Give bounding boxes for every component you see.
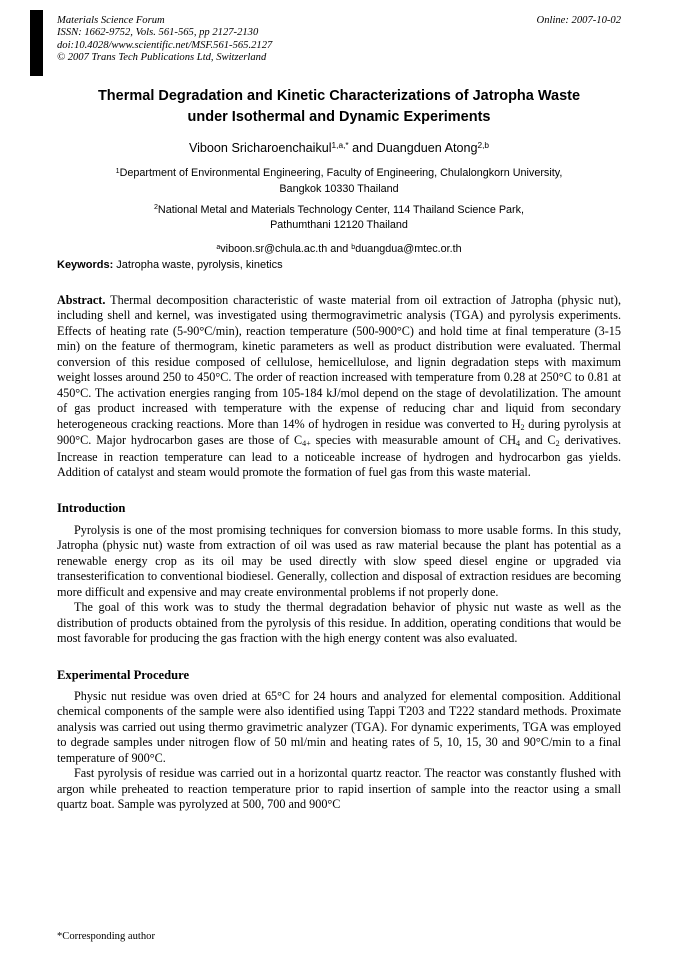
body-paragraph xyxy=(57,600,621,646)
corresponding-author-note: *Corresponding author xyxy=(57,931,155,942)
text-run: Viboon Sricharoenchaikul xyxy=(188,141,332,155)
journal-title: Materials Science Forum xyxy=(57,15,165,26)
text-run: species with measurable amount of CH xyxy=(310,433,517,448)
text-run: Fast pyrolysis of residue was carried out in a horizontal quartz reactor. The reactor was constantly flushed with argon while preheated to reaction temperature prior to rapid insertion of sample into the reactor using a small quartz boat. Sample was pyrolyzed at 500, 700 and 900°C xyxy=(57,766,621,812)
section-heading: Experimental Procedure xyxy=(57,667,190,682)
text-run: National Metal and Materials Technology Center, 114 Thailand Science Park, xyxy=(157,203,525,216)
paper-title xyxy=(40,86,638,128)
front-matter xyxy=(40,86,638,258)
text-run: and Duangduen Atong xyxy=(348,141,478,155)
text-run: Pyrolysis is one of the most promising techniques for conversion biomass to more usable forms. In this study, Jatropha (physic nut) waste from extraction of oil was used as raw material because the plant has potential as a renewable energy crop as its oil may be used directly with slow speed diesel engine or upgraded via transesterification to conventional biodiesel. Generally, collection and disposal of extraction residues are becoming more difficult and expensive and may create environmental problems if not properly done. xyxy=(57,522,621,599)
emails-line xyxy=(40,242,638,258)
affiliation-2-line-2 xyxy=(40,218,638,233)
issn-line: ISSN: 1662-9752, Vols. 561-565, pp 2127-2130 xyxy=(57,27,259,39)
text-run: Pathumthani 12120 Thailand xyxy=(270,219,408,232)
journal-header-row xyxy=(57,15,621,27)
text-run: Abstract. xyxy=(57,293,106,307)
text-run: 2,b xyxy=(477,140,490,151)
text-run: 2 xyxy=(153,203,158,212)
section-heading: Introduction xyxy=(57,501,126,516)
text-run: 2 xyxy=(555,439,560,449)
doi-line: doi:10.4028/www.scientific.net/MSF.561-565.2127 xyxy=(57,39,273,51)
body-paragraph xyxy=(57,293,621,480)
affiliation-1 xyxy=(40,166,638,197)
text-run: derivatives. Increase in reaction temperature can lead to a noticeable increase of hydrogen and hydrocarbon gas yields. Addition of catalyst and steam would promote the formation of fuel gas from this waste material. xyxy=(57,433,621,479)
paper-title-line-1: Thermal Degradation and Kinetic Characterizations of Jatropha Waste xyxy=(97,88,581,104)
text-run: Keywords: xyxy=(57,259,114,271)
text-run: 1 xyxy=(115,166,120,175)
text-run: 1,a,* xyxy=(331,140,349,151)
text-run: during pyrolysis at 900°C. Major hydrocarbon gases are those of C xyxy=(57,416,621,448)
body-paragraph xyxy=(57,523,621,600)
journal-header xyxy=(57,15,621,65)
affiliation-2 xyxy=(40,203,638,234)
text-run: viboon.sr@chula.ac.th and xyxy=(220,243,352,256)
text-run: 4+ xyxy=(302,439,311,449)
text-run: 4 xyxy=(516,439,521,449)
text-run: Thermal decomposition characteristic of waste material from oil extraction of Jatropha (physic nut), including shell and kernel, was investigated using thermogravimetric analysis (TGA) and pyrolysis experiments. Effects of heating rate (5-90°C/min), reaction temperature (500-900°C) and hold time at final temperature (3-15 min) on the feature of thermogram, kinetic parameters as well as product distribution were evaluated. Thermal conversion of this residue composed of cellulose, hemicellulose, and lignin degradation steps with maximum weight losses around 250 to 450°C. The order of reaction increased with temperature from 0.28 at 250°C to 0.81 at 450°C. The activation energies ranging from 105-184 kJ/mol depend on the stage of devolatilization. The amount of gas product increased with temperature with the expense of reducing char and liquid from secondary heterogeneous cracking reactions. More than 14% of hydrogen in residue was converted to H xyxy=(57,293,621,431)
text-run: a xyxy=(216,242,221,251)
affiliation-1-line-1 xyxy=(40,166,638,182)
text-run: b xyxy=(351,242,356,251)
affiliation-1-line-2 xyxy=(40,182,638,197)
keywords-line xyxy=(57,258,621,272)
text-run: Department of Environmental Engineering, Faculty of Engineering, Chulalongkorn University, xyxy=(119,167,563,179)
text-run: The goal of this work was to study the thermal degradation behavior of physic nut waste as well as the distribution of products obtained from the pyrolysis of this residue. In addition, operating conditions that would be most favorable for producing the gas fraction with the high energy content was also evaluated. xyxy=(57,600,621,646)
online-date: Online: 2007-10-02 xyxy=(536,15,621,26)
text-run: Jatropha waste, pyrolysis, kinetics xyxy=(113,259,283,271)
copyright-line: © 2007 Trans Tech Publications Ltd, Switzerland xyxy=(57,52,267,64)
text-run: Physic nut residue was oven dried at 65°C for 24 hours and analyzed for elemental composition. Additional chemical components of the sample were also identified using Tappi T203 and T222 standard methods. Proximate analysis was carried out using thermo gravimetric analyzer (TGA). For dynamic experiments, TGA was employed to degrade samples under nitrogen flow of 50 ml/min and heating rates of 5, 10, 15, 30 and 90°C/min to a final temperature of 900°C. xyxy=(57,688,621,765)
paper-title-line-2: under Isothermal and Dynamic Experiments xyxy=(187,109,491,125)
text-run: duangdua@mtec.or.th xyxy=(355,243,462,256)
text-run: Bangkok 10330 Thailand xyxy=(279,182,399,195)
authors-line xyxy=(40,139,638,158)
text-run: 2 xyxy=(520,422,525,432)
body-paragraph xyxy=(57,766,621,812)
black-mark xyxy=(30,10,43,76)
affiliation-2-line-1 xyxy=(40,203,638,219)
body-blocks xyxy=(57,258,621,813)
body-paragraph xyxy=(57,689,621,766)
text-run: and C xyxy=(520,433,556,448)
